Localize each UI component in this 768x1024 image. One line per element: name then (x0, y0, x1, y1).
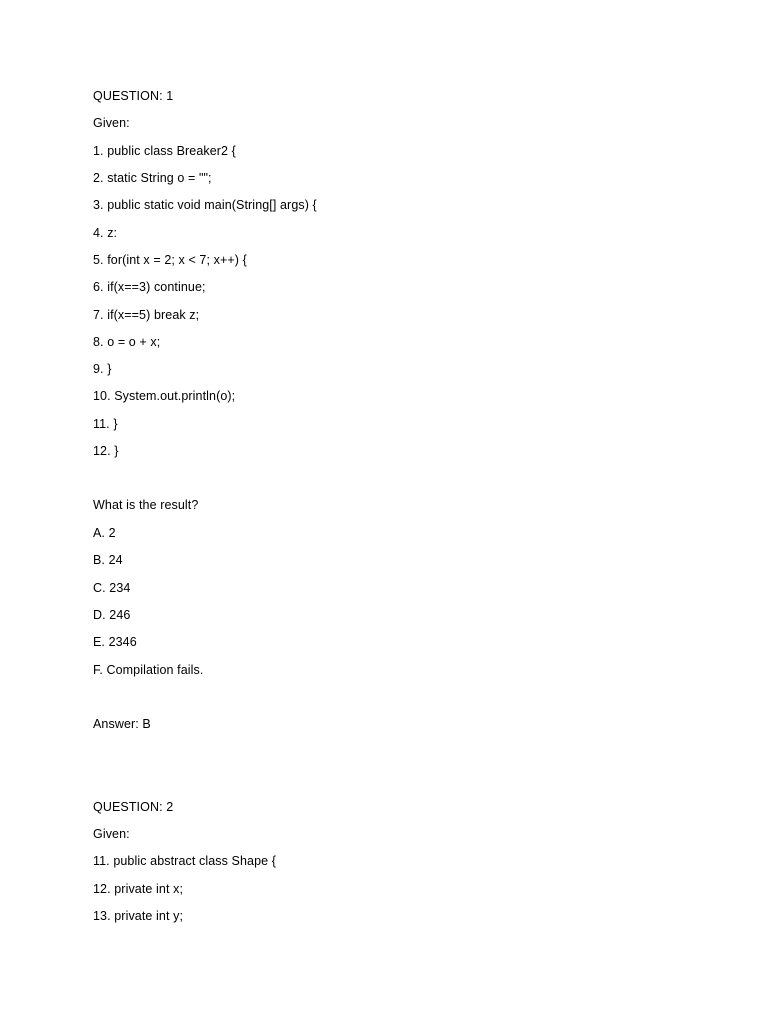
question-1-answer: Answer: B (93, 717, 151, 731)
question-1-given: Given: (93, 116, 130, 130)
code-line: 10. System.out.println(o); (93, 389, 236, 403)
code-line: 7. if(x==5) break z; (93, 308, 200, 322)
code-line: 12. private int x; (93, 882, 184, 896)
question-2-given: Given: (93, 827, 130, 841)
code-line: 4. z: (93, 226, 118, 240)
question-1-prompt: What is the result? (93, 498, 199, 512)
answer-option: C. 234 (93, 581, 131, 595)
code-line: 13. private int y; (93, 909, 184, 923)
code-line: 8. o = o + x; (93, 335, 161, 349)
code-line: 2. static String o = ""; (93, 171, 212, 185)
code-line: 1. public class Breaker2 { (93, 144, 236, 158)
code-line: 3. public static void main(String[] args) { (93, 198, 317, 212)
answer-option: A. 2 (93, 526, 116, 540)
answer-option: D. 246 (93, 608, 131, 622)
code-line: 5. for(int x = 2; x < 7; x++) { (93, 253, 247, 267)
code-line: 11. public abstract class Shape { (93, 854, 277, 868)
code-line: 12. } (93, 444, 119, 458)
code-line: 11. } (93, 417, 118, 431)
answer-option: F. Compilation fails. (93, 663, 204, 677)
answer-option: B. 24 (93, 553, 123, 567)
code-line: 6. if(x==3) continue; (93, 280, 206, 294)
question-2-heading: QUESTION: 2 (93, 800, 174, 814)
question-1-heading: QUESTION: 1 (93, 89, 174, 103)
answer-option: E. 2346 (93, 635, 137, 649)
code-line: 9. } (93, 362, 112, 376)
